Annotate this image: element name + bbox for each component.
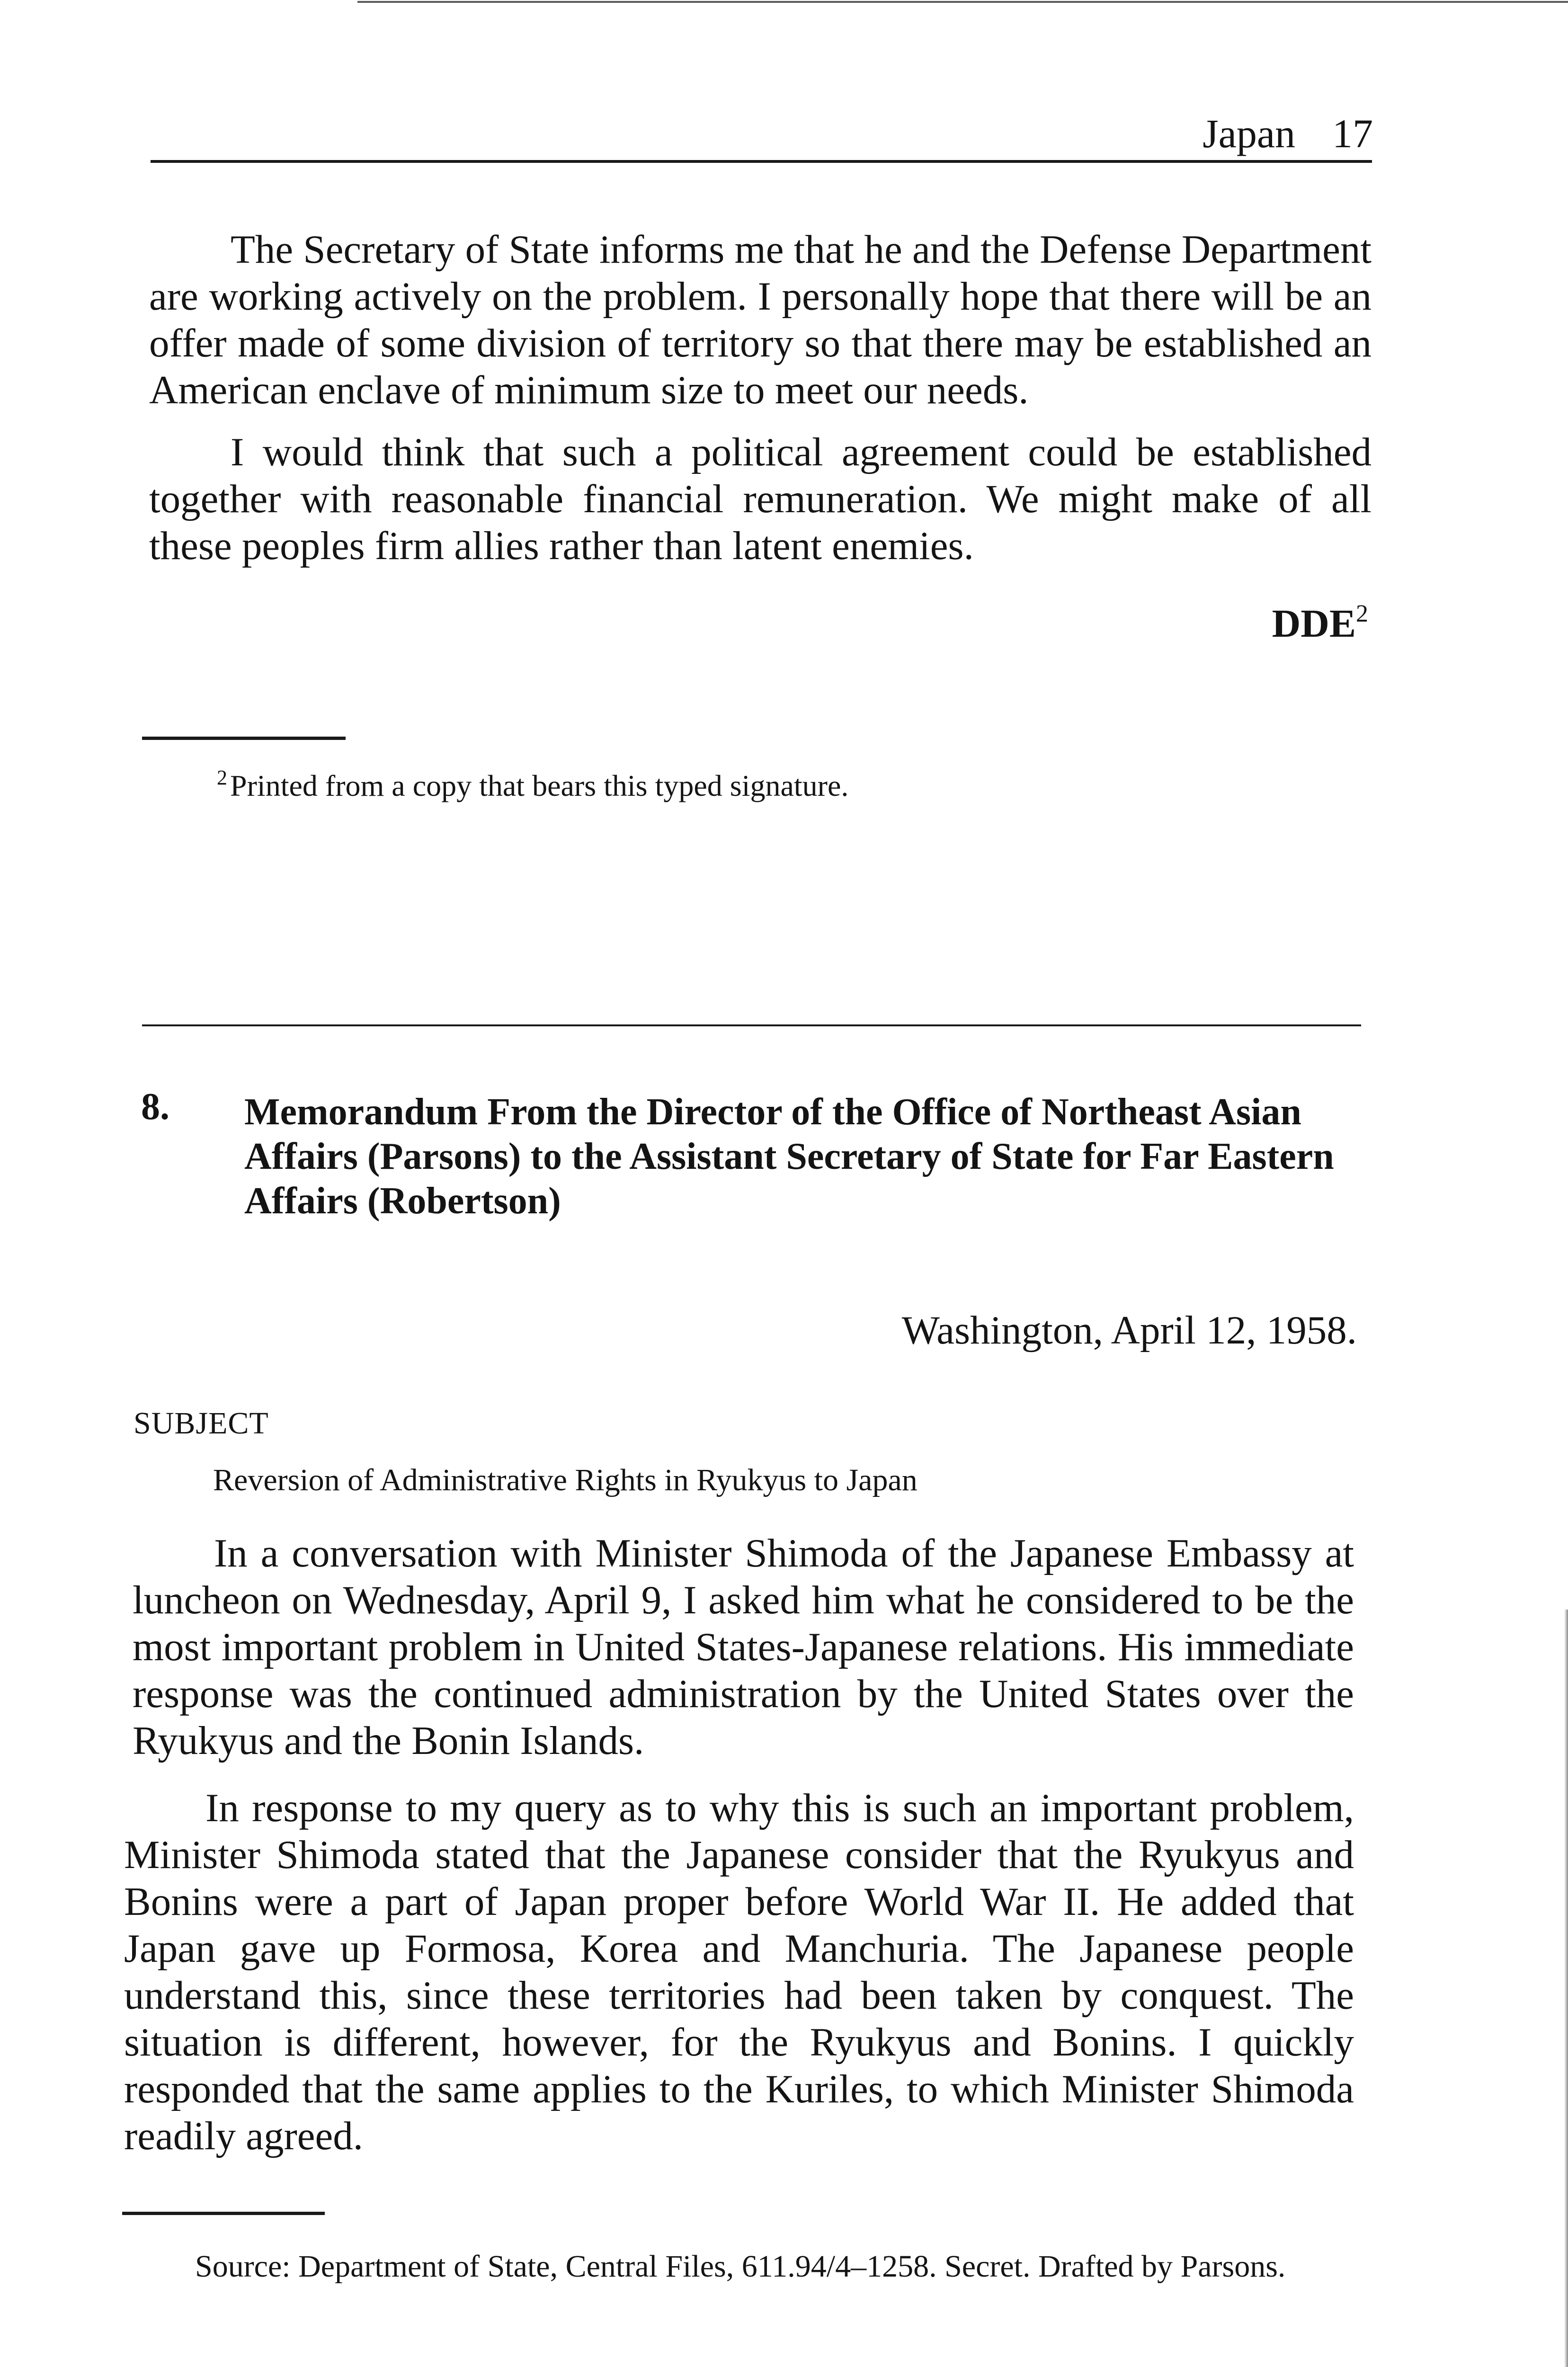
document-number: 8. bbox=[141, 1086, 169, 1128]
signature bbox=[1184, 600, 1368, 648]
footnote-rule bbox=[142, 737, 346, 740]
body-paragraph: I would think that such a political agreement could be established together with reasonable financial remuneration. We might make of all these peoples firm allies rather than latent enemies. bbox=[149, 430, 1372, 568]
running-head-section: Japan bbox=[1203, 111, 1295, 156]
source-note-rule bbox=[122, 2212, 325, 2215]
footnote-reference: 2 bbox=[1356, 600, 1368, 627]
body-paragraph: In response to my query as to why this is such an important problem, Minister Shimoda stated that the Japanese consider that the Ryukyus and Bonins were a part of Japan proper before World War II. He added that Japan gave up Formosa, Korea and Manchuria. The Japanese people understand this, since these territories had been taken by conquest. The situation is different, however, for the Ryukyus and Bonins. I quickly responded that the same applies to the Kuriles, to which Minister Shimoda readily agreed. bbox=[124, 1786, 1354, 2158]
running-head-rule bbox=[151, 160, 1372, 163]
running-head bbox=[1165, 110, 1373, 157]
page-number: 17 bbox=[1332, 111, 1373, 156]
source-note: Source: Department of State, Central Files, 611.94/4–1258. Secret. Drafted by Parsons. bbox=[195, 2249, 1286, 2284]
subject-text: Reversion of Administrative Rights in Ryukyus to Japan bbox=[213, 1463, 918, 1497]
footnote bbox=[217, 768, 1306, 804]
document-separator-rule bbox=[142, 1024, 1361, 1026]
footnote-text: Printed from a copy that bears this typed signature. bbox=[230, 769, 849, 802]
dateline: Washington, April 12, 1958. bbox=[901, 1308, 1357, 1353]
document-title: Memorandum From the Director of the Office of Northeast Asian Affairs (Parsons) to the Assistant Secretary of State for Far Eastern Affairs (Robertson) bbox=[244, 1091, 1334, 1222]
signature-initials: DDE bbox=[1272, 602, 1356, 646]
scan-top-edge-line bbox=[357, 1, 1568, 3]
subject-label: SUBJECT bbox=[134, 1406, 269, 1441]
body-paragraph: The Secretary of State informs me that he and the Defense Department are working actively on the problem. I personally hope that there will be an offer made of some division of territory so that there may be established an American enclave of minimum size to meet our needs. bbox=[149, 227, 1372, 412]
scan-right-edge-shadow bbox=[1564, 1610, 1568, 2367]
body-paragraph: In a conversation with Minister Shimoda of the Japanese Embassy at luncheon on Wednesday, April 9, I asked him what he considered to be the most important problem in United States-Japanese relations. His immediate response was the continued administration by the United States over the Ryukyus and the Bonin Islands. bbox=[133, 1531, 1354, 1763]
footnote-marker: 2 bbox=[217, 766, 227, 789]
